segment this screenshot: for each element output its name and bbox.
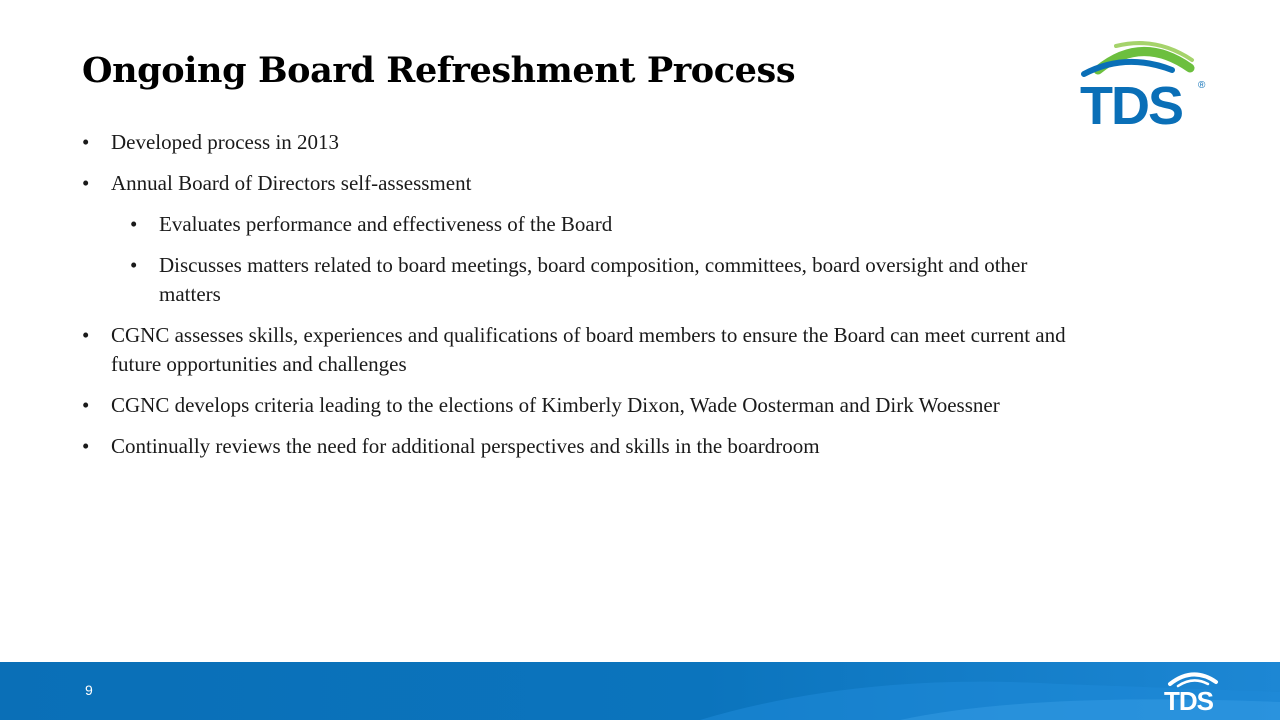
bullet-text: Discusses matters related to board meetings, board composition, committees, board oversight and other matters xyxy=(159,253,1028,306)
bullet-text: Developed process in 2013 xyxy=(111,130,340,154)
bullet-text: Continually reviews the need for additional perspectives and skills in the boardroom xyxy=(111,434,820,458)
footer-logo-text: TDS xyxy=(1164,686,1213,714)
bullet-item xyxy=(82,321,1082,379)
footer-band xyxy=(0,662,1280,720)
logo-text: TDS xyxy=(1080,76,1182,132)
bullet-item xyxy=(130,251,1082,309)
bullet-item xyxy=(130,210,1082,239)
bullet-item xyxy=(82,391,1082,420)
page-number: 9 xyxy=(85,682,93,698)
bullet-glyph: • xyxy=(82,434,90,458)
bullet-glyph: • xyxy=(82,393,90,417)
footer-tds-logo xyxy=(1160,668,1226,714)
bullet-glyph: • xyxy=(82,130,90,154)
tds-logo xyxy=(1076,40,1212,132)
bullet-text: CGNC develops criteria leading to the elections of Kimberly Dixon, Wade Oosterman and Dirk Woessner xyxy=(111,393,1000,417)
bullet-item xyxy=(82,432,1082,461)
slide-title: Ongoing Board Refreshment Process xyxy=(82,50,796,91)
bullet-glyph: • xyxy=(82,171,90,195)
bullet-text: CGNC assesses skills, experiences and qualifications of board members to ensure the Board can meet current and future opportunities and challenges xyxy=(111,323,1066,376)
bullet-item xyxy=(82,169,1082,198)
bullet-item xyxy=(82,128,1082,157)
bullet-glyph: • xyxy=(82,323,90,347)
bullet-glyph: • xyxy=(130,253,138,277)
bullet-text: Annual Board of Directors self-assessment xyxy=(111,171,472,195)
registered-mark: ® xyxy=(1198,80,1206,91)
bullet-text: Evaluates performance and effectiveness of the Board xyxy=(159,212,613,236)
bullet-list xyxy=(82,128,1082,473)
bullet-glyph: • xyxy=(130,212,138,236)
